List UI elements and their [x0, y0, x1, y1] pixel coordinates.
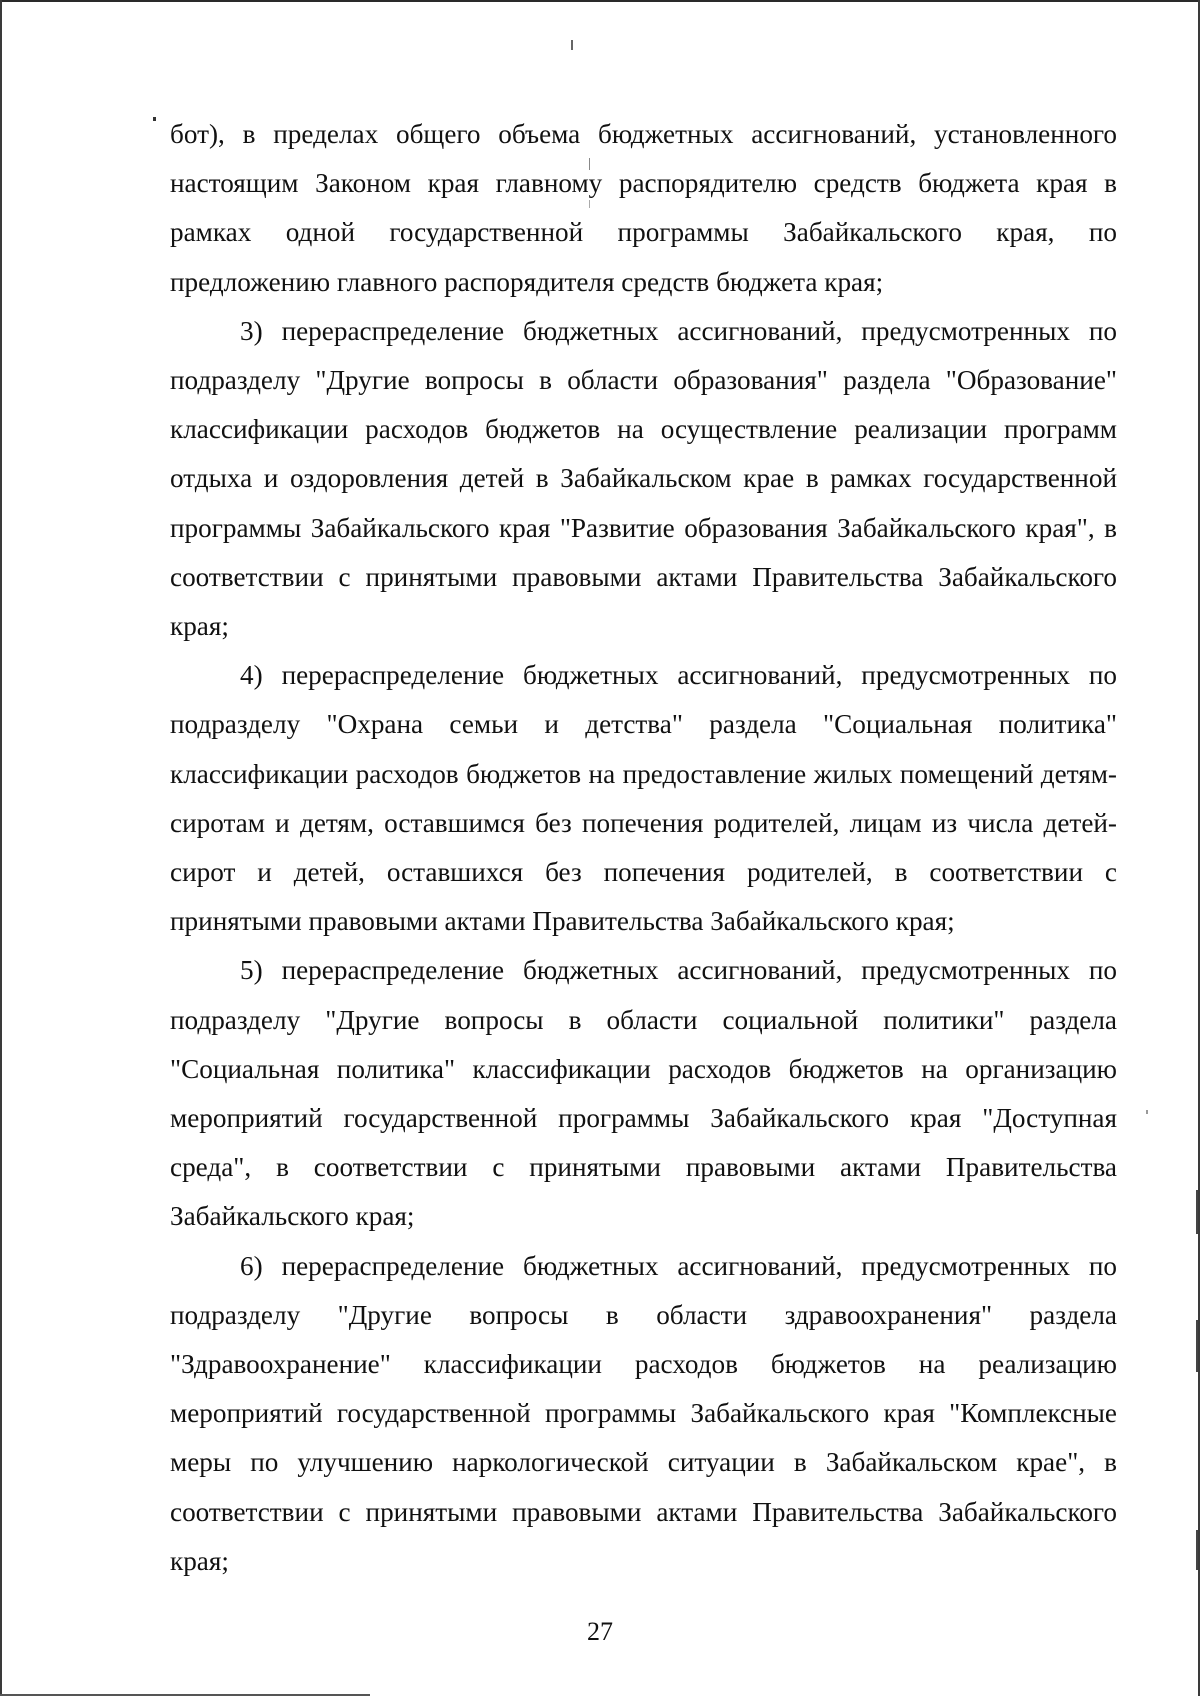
scan-edge-left — [0, 0, 2, 1696]
paragraph-continuation: бот), в пределах общего объема бюджетных ассигнований, установленного настоящим Законом края главному распорядителю средств бюджета края в рамках одной государственной программы Забайкальского края, по предложению главного распорядителя средств бюджета края; — [170, 119, 1117, 297]
body-text — [170, 110, 1117, 1586]
scan-tick — [1196, 1320, 1198, 1372]
scan-edge-top — [0, 0, 1200, 2]
scan-tick — [1196, 1530, 1198, 1570]
scan-tick — [1196, 1190, 1198, 1234]
scan-mark — [571, 40, 573, 50]
scan-tick — [1146, 1110, 1148, 1114]
paragraph-item-4: 4) перераспределение бюджетных ассигнований, предусмотренных по подразделу "Охрана семьи и детства" раздела "Социальная политика" классификации расходов бюджетов на предоставление жилых помещений детям-сиротам и детям, оставшимся без попечения родителей, лицам из числа детей-сирот и детей, оставшихся без попечения родителей, в соответствии с принятыми правовыми актами Правительства Забайкальского края; — [170, 660, 1117, 937]
paragraph-item-5: 5) перераспределение бюджетных ассигнований, предусмотренных по подразделу "Другие вопросы в области социальной политики" раздела "Социальная политика" классификации расходов бюджетов на организацию мероприятий государственной программы Забайкальского края "Доступная среда", в соответствии с принятыми правовыми актами Правительства Забайкальского края; — [170, 955, 1117, 1232]
page-number: 27 — [587, 1617, 613, 1646]
scan-dot — [153, 117, 156, 121]
paragraph-item-3: 3) перераспределение бюджетных ассигнований, предусмотренных по подразделу "Другие вопросы в области образования" раздела "Образование" классификации расходов бюджетов на осуществление реализации программ отдыха и оздоровления детей в Забайкальском крае в рамках государственной программы Забайкальского края "Развитие образования Забайкальского края", в соответствии с принятыми правовыми актами Правительства Забайкальского края; — [170, 315, 1117, 642]
paragraph-item-6: 6) перераспределение бюджетных ассигнований, предусмотренных по подразделу "Другие вопросы в области здравоохранения" раздела "Здравоохранение" классификации расходов бюджетов на реализацию мероприятий государственной программы Забайкальского края "Комплексные меры по улучшению наркологической ситуации в Забайкальском крае", в соответствии с принятыми правовыми актами Правительства Забайкальского края; — [170, 1250, 1117, 1576]
